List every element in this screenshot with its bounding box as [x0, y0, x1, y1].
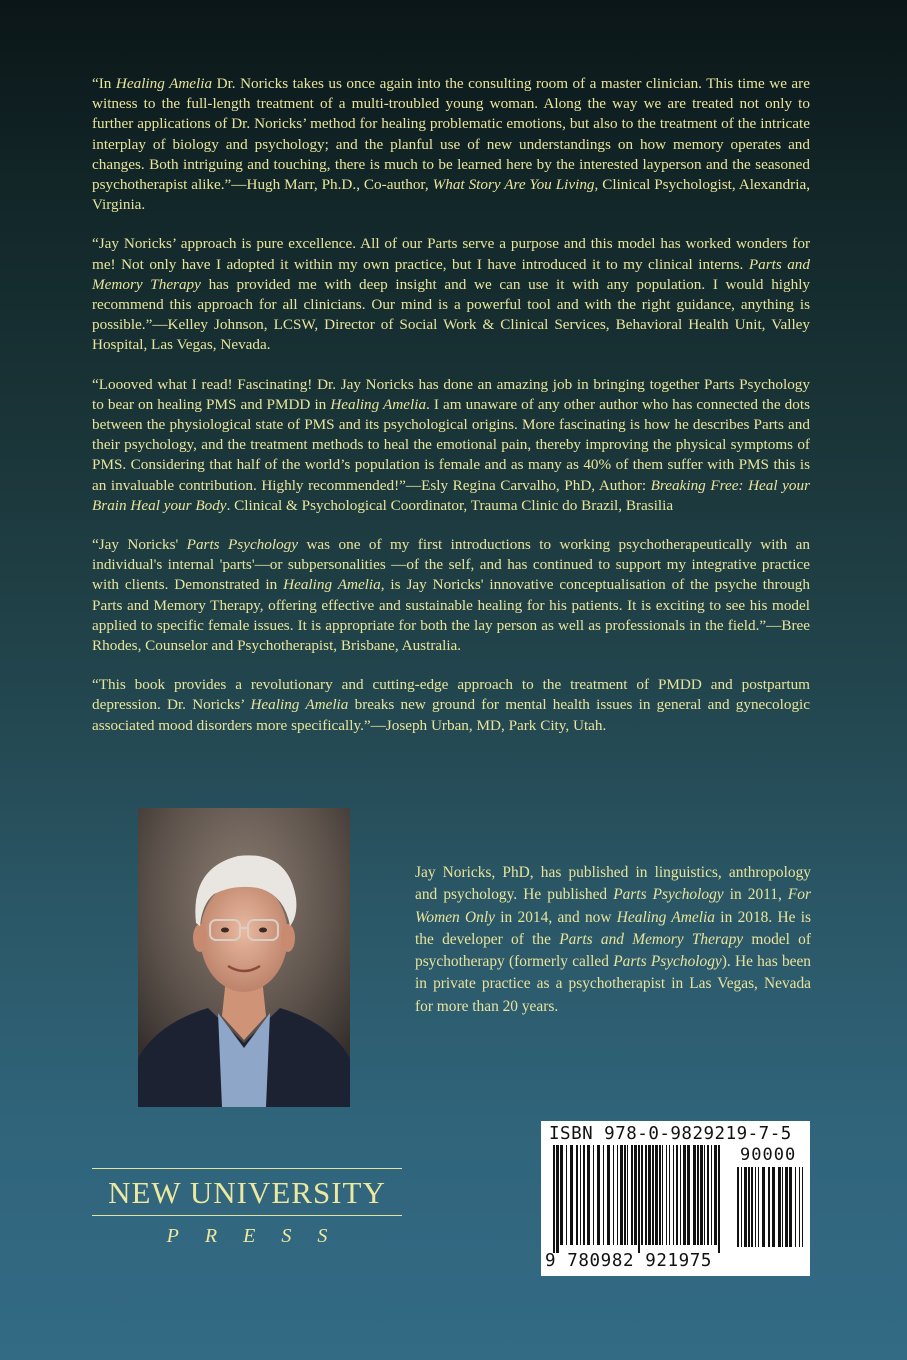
barcode-addon-bar — [741, 1167, 742, 1247]
barcode-bar — [556, 1145, 559, 1253]
barcode-bar — [687, 1145, 690, 1245]
endorsement-johnson: “Jay Noricks’ approach is pure excellence. All of our Parts serve a purpose and this model has worked wonders for me! Not only have I adopted it within my own practice, but I have introduced it to my clinical interns. Parts and Memory Therapy has provided me with deep insight and we can use it with any population. I would highly recommend this approach for all clinicians. Our mind is a powerful tool and with the right guidance, anything is possible.”—Kelley Johnson, LCSW, Director of Social Work & Clinical Services, Behavioral Health Unit, Valley Hospital, Las Vegas, Nevada. — [92, 235, 811, 354]
barcode-bar — [683, 1145, 686, 1245]
endorsement-marr: “In Healing Amelia Dr. Noricks takes us once again into the consulting room of a master clinician. This time we are witness to the full-length treatment of a multi-troubled young woman. Along the way we are treated not only to further applications of Dr. Noricks’ method for healing problematic emotions, but also to the treatment of the intricate interplay of biology and psychology; and the planful use of new understandings on how memory operates and changes. Both intriguing and touching, there is much to be learned here by the interested layperson and the seasoned psychotherapist alike.”—Hugh Marr, Ph.D., Co-author, What Story Are You Living, Clinical Psychologist, Alexandria, Virginia. — [92, 75, 810, 214]
barcode-bar — [659, 1145, 661, 1245]
barcode-bar — [617, 1145, 618, 1245]
isbn-barcode — [541, 1121, 810, 1276]
barcode-bar — [680, 1145, 681, 1245]
publisher-name: NEW UNIVERSITY — [108, 1175, 386, 1210]
isbn-label: ISBN 978-0-9829219-7-5 — [549, 1124, 792, 1144]
author-portrait-illustration — [138, 808, 350, 1107]
barcode-bar — [700, 1145, 703, 1245]
barcode-addon-bar — [802, 1167, 803, 1247]
author-bio: Jay Noricks, PhD, has published in linguistics, anthropology and psychology. He published Parts Psychology in 2011, For Women Only in 2014, and now Healing Amelia in 2018. He is the developer of the Parts and Memory Therapy model of psychotherapy (formerly called Parts Psychology). He has been in private practice as a psychotherapist in Las Vegas, Nevada for more than 20 years. — [415, 864, 812, 1015]
barcode-addon-bar — [782, 1167, 783, 1247]
barcode-bar — [652, 1145, 654, 1245]
barcode-bar — [693, 1145, 696, 1245]
barcode-bar — [666, 1145, 667, 1245]
author-photo — [138, 808, 350, 1107]
publisher-rule-bottom — [92, 1215, 402, 1216]
barcode-addon-price: 90000 — [740, 1145, 797, 1165]
barcode-bar — [711, 1145, 712, 1245]
barcode-bar — [655, 1145, 658, 1245]
endorsements — [92, 74, 810, 755]
barcode-bar — [624, 1145, 626, 1245]
barcode-bar — [718, 1145, 720, 1253]
barcode-bar — [570, 1145, 573, 1245]
barcode-bar — [620, 1145, 623, 1245]
barcode-bar — [607, 1145, 610, 1245]
barcode-addon-bar — [758, 1167, 759, 1247]
barcode-bar — [673, 1145, 674, 1245]
barcode-addon-bar — [768, 1167, 770, 1247]
barcode-bar — [704, 1145, 705, 1245]
publisher-logo — [92, 1168, 402, 1248]
barcode-addon-bar — [789, 1167, 792, 1247]
barcode-bar — [593, 1145, 594, 1245]
barcode-bar — [580, 1145, 581, 1245]
barcode-bar — [662, 1145, 663, 1245]
barcode-addon-bar — [744, 1167, 747, 1247]
barcode-addon-bar — [748, 1167, 750, 1247]
endorsement-rhodes: “Jay Noricks' Parts Psychology was one of my first introductions to working psychotherapeutically with an individual's internal 'parts'—or subpersonalities —of the self, and has continued to support my integrative practice with clients. Demonstrated in Healing Amelia, is Jay Noricks' innovative conceptualisation of the psyche through Parts and Memory Therapy, offering effective and sustainable healing for his patients. It is exciting to see his model applied to specific female issues. It is appropriate for both the lay person as well as professionals in the field.”—Bree Rhodes, Counselor and Psychotherapist, Brisbane, Australia. — [92, 536, 810, 655]
barcode-bar — [627, 1145, 628, 1245]
barcode-addon-bar — [799, 1167, 800, 1247]
barcode-bar — [676, 1145, 678, 1245]
barcode-bar — [553, 1145, 555, 1253]
ean-digits: 9 780982 921975 — [545, 1251, 713, 1271]
barcode-bar — [707, 1145, 709, 1245]
endorsement-carvalho: “Loooved what I read! Fascinating! Dr. Jay Noricks has done an amazing job in bringing together Parts Psychology to bear on healing PMS and PMDD in Healing Amelia. I am unaware of any other author who has connected the dots between the physiological state of PMS and its psychological origins. More fascinating is how he describes Parts and their psychology, and the treatment methods to heal the emotional pain, thereby improving the physical symptoms of PMS. Considering that half of the world’s population is female and as many as 40% of them suffer with PMS this is an invaluable contribution. Highly recommended!”—Esly Regina Carvalho, PhD, Author: Breaking Free: Heal your Brain Heal your Body. Clinical & Psychological Coordinator, Trauma Clinic do Brazil, Brasilia — [92, 375, 810, 514]
barcode-bar — [645, 1145, 647, 1245]
barcode-addon-bar — [772, 1167, 775, 1247]
barcode-bar — [560, 1145, 563, 1245]
barcode-bar — [566, 1145, 567, 1245]
barcode-bar — [587, 1145, 590, 1245]
barcode-bar — [634, 1145, 637, 1245]
barcode-bar — [631, 1145, 633, 1245]
publisher-rule-top — [92, 1168, 402, 1169]
barcode-bar — [669, 1145, 670, 1245]
barcode-bar — [714, 1145, 717, 1245]
barcode-addon-bar — [778, 1167, 781, 1247]
barcode-bar — [697, 1145, 699, 1245]
barcode-bar — [583, 1145, 585, 1245]
barcode-addon-bar — [755, 1167, 756, 1247]
barcode-bar — [597, 1145, 600, 1245]
barcode-bar — [648, 1145, 651, 1245]
barcode-bar — [641, 1145, 643, 1245]
endorsement-urban: “This book provides a revolutionary and cutting-edge approach to the treatment of PMDD and postpartum depression. Dr. Noricks’ Healing Amelia breaks new ground for mental health issues in general and gynecologic associated mood disorders more specifically.”—Joseph Urban, MD, Park City, Utah. — [92, 676, 810, 734]
publisher-press: PRESS — [166, 1225, 354, 1247]
barcode-addon-bar — [751, 1167, 753, 1247]
barcode-addon-bar — [737, 1167, 739, 1247]
barcode-bar — [638, 1145, 640, 1253]
barcode-addon-bar — [762, 1167, 765, 1247]
barcode-bar — [603, 1145, 604, 1245]
barcode-addon-bar — [785, 1167, 788, 1247]
barcode-bar — [576, 1145, 578, 1245]
barcode-addon-bar — [795, 1167, 796, 1247]
barcode-bar — [613, 1145, 614, 1245]
